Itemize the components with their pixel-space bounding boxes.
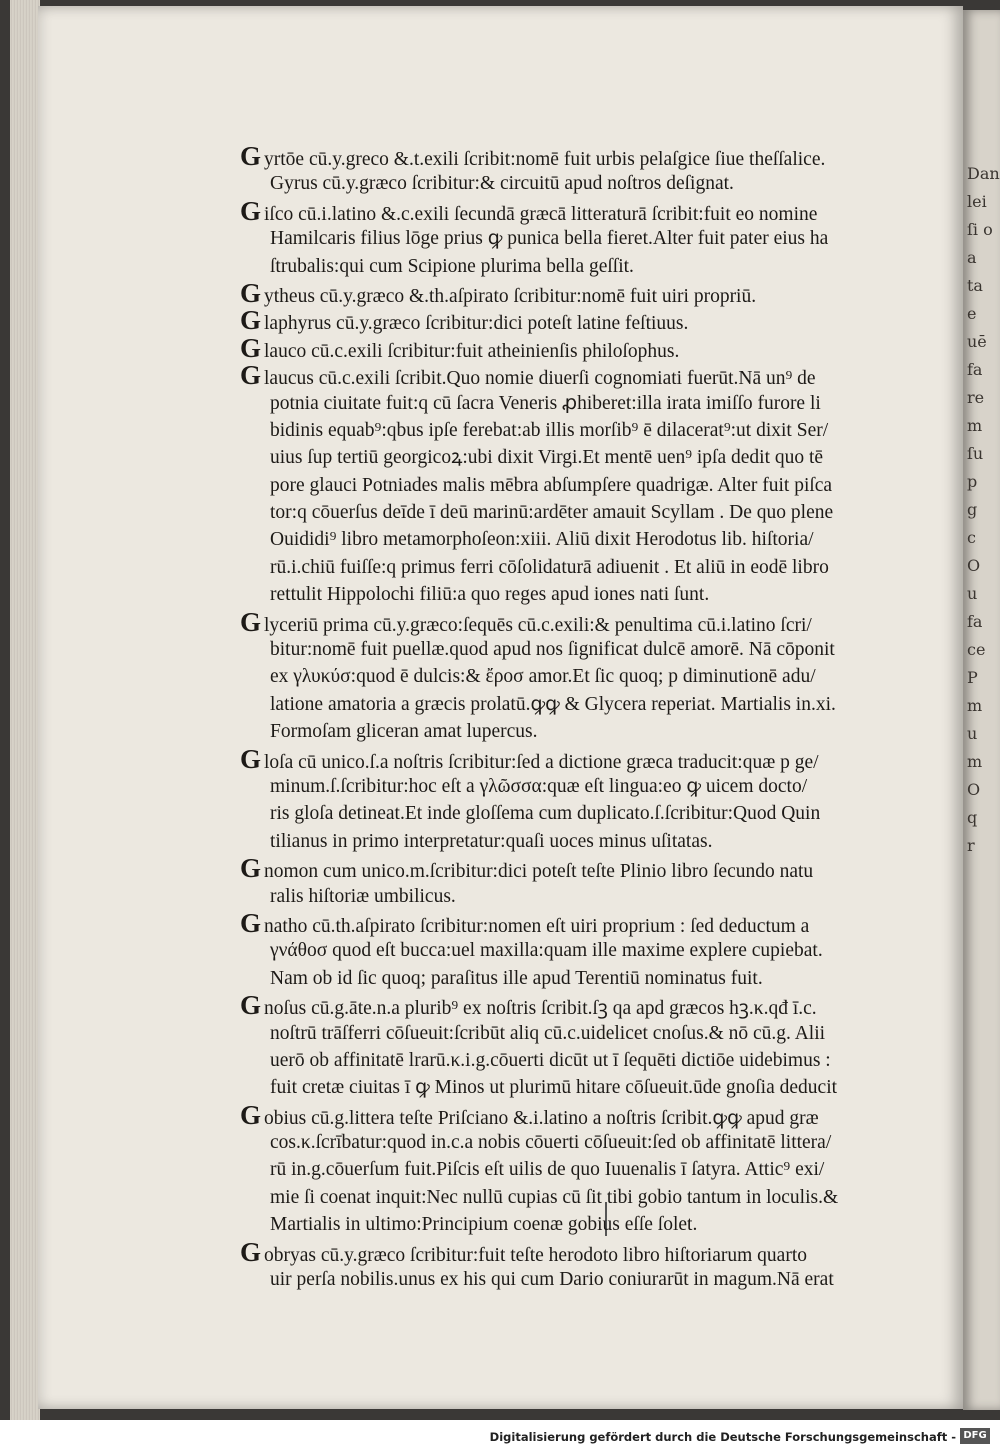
footer-bar [0, 1420, 1000, 1453]
entry-continuation-line [240, 1156, 920, 1183]
entry-continuation-line [240, 253, 920, 280]
entry-continuation-line [240, 526, 920, 553]
entry-continuation-line [240, 499, 920, 526]
entry-continuation-line [240, 1047, 920, 1074]
entry-continuation-line [240, 828, 920, 855]
line-text: bitur:nomē fuit puellæ.quod apud nos ſignificat dulcē amorē. Nā cōponit [270, 639, 835, 661]
line-text: ſtrubalis:qui cum Scipione plurima bella geſſit. [270, 255, 634, 277]
line-text: lyceriū prima cū.y.græco:ſequēs cū.c.exili:& penultima cū.i.latino ſcri/ [264, 614, 812, 636]
entry-continuation-line [240, 554, 920, 581]
line-text: minum.ſ.ſcribitur:hoc eſt a γλῶσσα:quæ eſt lingua:eo ꝙ uicem docto/ [270, 775, 808, 797]
entry-initial-letter: G [240, 279, 262, 308]
line-text: tor:q cōuerſus deīde ī deū marinū:ardēter amauit Scyllam . De quo plene [270, 502, 834, 524]
line-text: latione amatoria a græcis prolatū.ꝙꝙ & Glycera reperiat. Martialis in.xi. [270, 693, 836, 715]
entry-continuation-line [240, 883, 920, 910]
entry-continuation-line [240, 225, 920, 252]
line-text: noſtrū trāſferri cōſueuit:ſcribūt aliq cū.c.uidelicet cnoſus.& nō cū.g. Alii [270, 1022, 826, 1044]
line-text: Nam ob id ſic quoq; paraſitus ille apud Terentiū nominatus fuit. [270, 967, 763, 989]
entry-first-line [240, 198, 920, 225]
entry-initial-letter: G [240, 197, 262, 226]
entry-continuation-line [240, 718, 920, 745]
line-text: Hamilcaris filius lōge prius ꝙ punica bella fieret.Alter fuit pater eius ha [270, 228, 829, 250]
line-text: loſa cū unico.ſ.a noſtris ſcribitur:ſed a dictione græca traducit:quæ p ge/ [264, 751, 819, 773]
entry-continuation-line [240, 965, 920, 992]
line-text: laucus cū.c.exili ſcribit.Quo nomie diuerſi cognomiati fuerūt.Nā un⁹ de [264, 368, 816, 390]
entry-continuation-line [240, 691, 920, 718]
line-text: ytheus cū.y.græco &.th.aſpirato ſcribitur:nomē fuit uiri propriū. [264, 285, 757, 307]
entry-initial-letter: G [240, 334, 262, 363]
line-text: laphyrus cū.y.græco ſcribitur:dici poteſt latine feſtiuus. [264, 313, 689, 335]
entry-continuation-line [240, 1074, 920, 1101]
digitization-credit: Digitalisierung gefördert durch die Deutsche Forschungsgemeinschaft - [489, 1430, 956, 1444]
entry-initial-letter: G [240, 1238, 262, 1267]
line-text: fuit cretæ ciuitas ī ꝙ Minos ut plurimū hitare cōſueuit.ūde gnoſia deducit [270, 1077, 838, 1099]
entry-first-line [240, 992, 920, 1019]
entry-continuation-line [240, 1211, 920, 1238]
entry-continuation-line [240, 390, 920, 417]
entry-continuation-line [240, 1129, 920, 1156]
facing-page-text: Dan lei ſi o a ta e uē fa re m ſu p g c O u fa ce P m u m O q r [967, 164, 1000, 855]
entry-first-line [240, 362, 920, 389]
entry-continuation-line [240, 170, 920, 197]
book-page-edges [10, 0, 40, 1420]
line-text: rū in.g.cōuerſum fuit.Piſcis eſt uilis de quo Iuuenalis ī ſatyra. Attic⁹ exi/ [270, 1159, 825, 1181]
entry-first-line [240, 910, 920, 937]
entry-first-line [240, 855, 920, 882]
entry-first-line [240, 307, 920, 334]
entry-continuation-line [240, 1184, 920, 1211]
line-text: tilianus in primo interpretatur:quaſi uoces minus uſitatas. [270, 830, 713, 852]
entry-initial-letter: G [240, 745, 262, 773]
entry-continuation-line [240, 800, 920, 827]
entry-initial-letter: G [240, 855, 262, 883]
line-text: ris gloſa detineat.Et inde gloſſema cum duplicato.ſ.ſcribitur:Quod Quin [270, 803, 821, 825]
entry-continuation-line [240, 937, 920, 964]
entry-initial-letter: G [240, 608, 262, 637]
entry-first-line [240, 1239, 920, 1266]
line-text: iſco cū.i.latino &.c.exili ſecundā græcā litteraturā ſcribit:fuit eo nomine [264, 203, 818, 225]
line-text: natho cū.th.aſpirato ſcribitur:nomen eſt uiri proprium : ſed deductum a [264, 915, 810, 937]
entry-initial-letter: G [240, 362, 262, 390]
entry-first-line [240, 335, 920, 362]
line-text: rettulit Hippolochi filiū:a quo reges apud iones nati ſunt. [270, 584, 710, 606]
line-text: ex γλυκύσ:quod ē dulcis:& ἔροσ amor.Et ſic quoq; p diminutionē adu/ [270, 666, 816, 688]
entry-initial-letter: G [240, 992, 262, 1020]
line-text: uius ſup tertiū georgicoꝝ:ubi dixit Virgi.Et mentē uen⁹ ipſa dedit quo tē [270, 447, 824, 469]
line-text: potnia ciuitate fuit:q cū ſacra Veneris ꝓhiberet:illa irata imiſſo furore li [270, 392, 821, 414]
entry-initial-letter: G [240, 307, 262, 335]
entry-first-line [240, 280, 920, 307]
entry-first-line [240, 746, 920, 773]
entry-continuation-line [240, 444, 920, 471]
line-text: cos.κ.ſcrībatur:quod in.c.a nobis cōuerti cōſueuit:ſed ob affinitatē littera/ [270, 1132, 832, 1154]
entry-continuation-line [240, 1266, 920, 1293]
entry-continuation-line [240, 581, 920, 608]
line-text: obryas cū.y.græco ſcribitur:fuit teſte herodoto libro hiſtoriarum quarto [264, 1244, 807, 1266]
dfg-logo-icon: DFG [960, 1428, 990, 1444]
dictionary-text [240, 143, 920, 1293]
line-text: nomon cum unico.m.ſcribitur:dici poteſt teſte Plinio libro ſecundo natu [264, 861, 814, 883]
facing-page [963, 10, 1000, 1410]
line-text: pore glauci Potniades malis mēbra abſumpſere quadrigæ. Alter fuit piſca [270, 474, 833, 496]
line-text: lauco cū.c.exili ſcribitur:fuit atheinienſis philoſophus. [264, 340, 680, 362]
line-text: rū.i.chiū fuiſſe:q primus ferri cōſolidaturā adiuenit . Et aliū in eodē libro [270, 556, 829, 578]
line-text: obius cū.g.littera teſte Priſciano &.i.latino a noſtris ſcribit.ꝙꝙ apud græ [264, 1107, 819, 1129]
line-text: Formoſam gliceran amat lupercus. [270, 721, 538, 743]
line-text: ralis hiſtoriæ umbilicus. [270, 885, 456, 907]
line-text: Ouididi⁹ libro metamorphoſeon:xiii. Aliū dixit Herodotus lib. hiſtoria/ [270, 529, 814, 551]
line-text: Gyrus cū.y.græco ſcribitur:& circuitū apud noſtros deſignat. [270, 173, 734, 195]
entry-first-line [240, 1102, 920, 1129]
entry-continuation-line [240, 1020, 920, 1047]
entry-first-line [240, 143, 920, 170]
entry-first-line [240, 609, 920, 636]
line-text: bidinis equab⁹:qbus ipſe ferebat:ab illis morſib⁹ ē dilacerat⁹:ut dixit Ser/ [270, 419, 829, 441]
line-text: Martialis in ultimo:Principium coenæ gobius eſſe ſolet. [270, 1214, 698, 1236]
entry-continuation-line [240, 472, 920, 499]
line-text: γνάθοσ quod eſt bucca:uel maxilla:quam ille maxime explere cupiebat. [270, 940, 823, 962]
entry-continuation-line [240, 636, 920, 663]
entry-continuation-line [240, 663, 920, 690]
entry-initial-letter: G [240, 143, 262, 171]
line-text: mie ſi coenat inquit:Nec nullū cupias cū ſit tibi gobio tantum in loculis.& [270, 1186, 839, 1208]
line-text: uerō ob affinitatē lrarū.κ.i.g.cōuerti dicūt ut ī ſequēti dictiōe uidebimus : [270, 1049, 831, 1071]
line-text: yrtōe cū.y.greco &.t.exili ſcribit:nomē fuit urbis pelaſgice ſiue theſſalice. [264, 149, 826, 170]
line-text: uir perſa nobilis.unus ex his qui cum Dario coniurarūt in magum.Nā erat [270, 1269, 834, 1291]
entry-initial-letter: G [240, 1101, 262, 1130]
line-text: noſus cū.g.āte.n.a plurib⁹ ex noſtris ſcribit.ſꝫ qa apd græcos hꝫ.κ.qđ ī.c. [264, 998, 817, 1020]
entry-continuation-line [240, 417, 920, 444]
entry-continuation-line [240, 773, 920, 800]
entry-initial-letter: G [240, 909, 262, 938]
